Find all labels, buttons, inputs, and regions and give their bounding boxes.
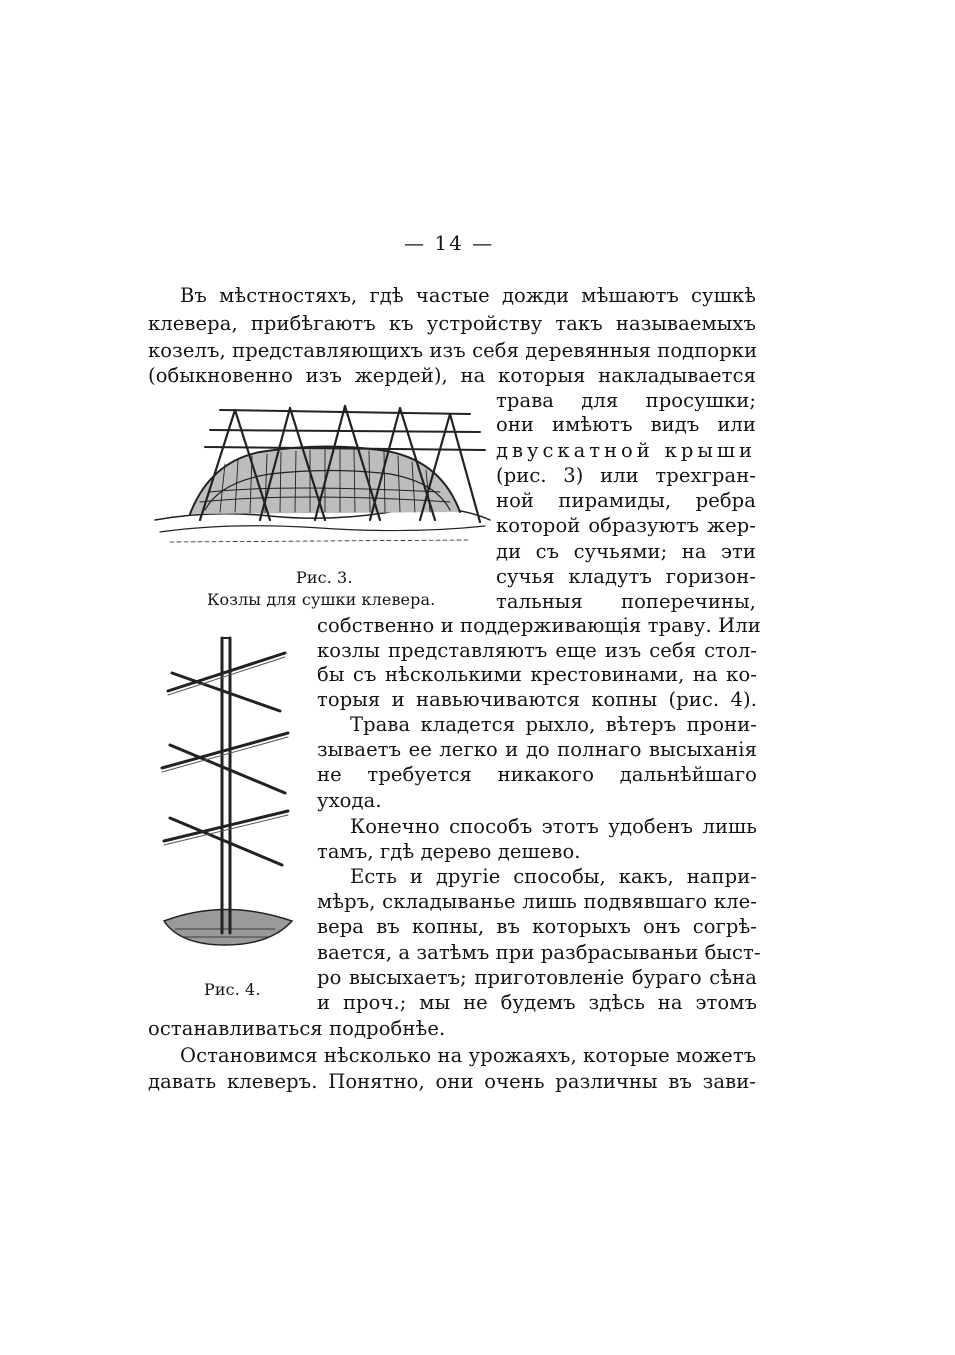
figure-4-illustration [150,633,300,963]
body-line: не требуется никакого дальнѣйшаго [317,763,757,786]
body-line: ди съ сучьями; на эти [496,540,756,563]
page-number: — 14 — [404,231,495,255]
body-line: тальныя поперечины, [496,590,756,613]
body-line: ро высыхаетъ; приготовленіе бураго сѣна [317,966,757,989]
figure-4-label: Рис. 4. [204,980,261,999]
body-line: (обыкновенно изъ жердей), на которыя накладывается [148,364,756,387]
body-line: Трава кладется рыхло, вѣтеръ прони- [350,713,757,736]
body-line: Есть и другіе способы, какъ, напри- [350,865,757,888]
body-line: бы съ нѣсколькими крестовинами, на ко- [317,663,757,686]
figure-3-label: Рис. 3. [296,568,353,587]
body-line: собственно и поддерживающія траву. Или [317,614,761,637]
figure-3-illustration [150,392,495,562]
body-line: мѣръ, складыванье лишь подвявшаго кле- [317,890,757,913]
body-line: Конечно способъ этотъ удобенъ лишь [350,815,757,838]
body-line: сучья кладутъ горизон- [496,565,756,588]
body-line: и проч.; мы не будемъ здѣсь на этомъ [317,991,757,1014]
body-line: ной пирамиды, ребра [496,489,756,512]
body-line: козелъ, представляющихъ изъ себя деревянныя подпорки [148,339,758,362]
body-line: торыя и навьючиваются копны (рис. 4). [317,688,757,711]
body-line: козлы представляютъ еще изъ себя стол- [317,639,757,662]
body-line: ухода. [317,789,382,812]
figure-3-caption: Козлы для сушки клевера. [207,590,436,609]
body-line: трава для просушки; [496,389,756,412]
body-line: зываетъ ее легко и до полнаго высыханія [317,738,757,761]
body-line: останавливаться подробнѣе. [148,1017,446,1040]
body-line: Въ мѣстностяхъ, гдѣ частые дожди мѣшаютъ сушкѣ [180,284,756,307]
body-line: (рис. 3) или трехгран- [496,464,756,487]
body-line: тамъ, гдѣ дерево дешево. [317,840,581,863]
body-line: которой образуютъ жер- [496,514,756,537]
body-line: давать клеверъ. Понятно, они очень различны въ зави- [148,1070,756,1093]
body-line: вера въ копны, въ которыхъ онъ согрѣ- [317,915,757,938]
body-line: двускатной крыши [496,439,756,462]
body-line: вается, а затѣмъ при разбрасываньи быст- [317,941,761,964]
body-line: Остановимся нѣсколько на урожаяхъ, которые можетъ [180,1044,757,1067]
body-line: клевера, прибѣгаютъ къ устройству такъ называемыхъ [148,312,756,335]
body-line: они имѣютъ видъ или [496,413,756,436]
